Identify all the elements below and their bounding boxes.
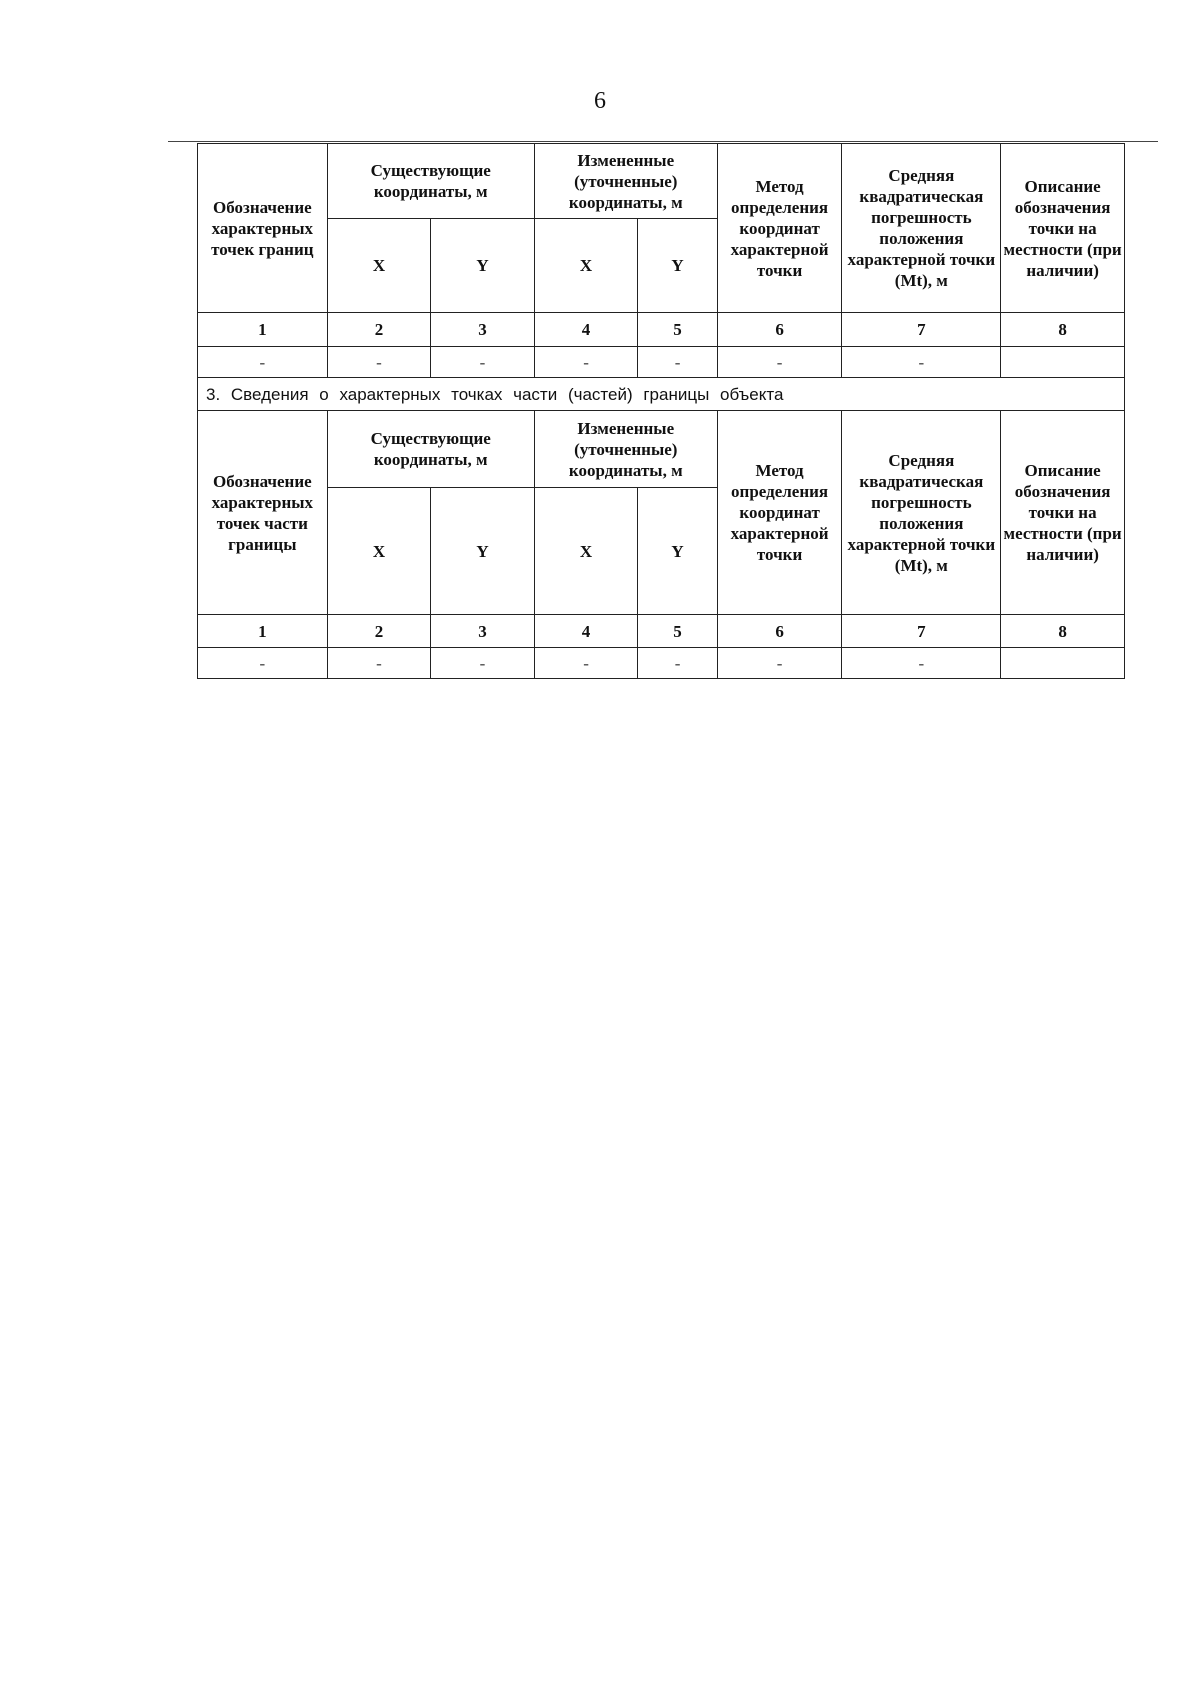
t2-column-numbers-row <box>198 615 1125 648</box>
table-cell: - <box>842 347 1001 378</box>
t2-colnum: 1 <box>198 615 328 648</box>
t1-colnum: 5 <box>638 313 717 347</box>
t1-data-row <box>198 347 1125 378</box>
table-cell <box>1001 347 1125 378</box>
t2-axis-x-existing: X <box>327 488 431 615</box>
t2-axis-y-existing: Y <box>431 488 535 615</box>
table-cell: - <box>327 347 431 378</box>
t1-changed-coords-header: Измененные (уточненные) координаты, м <box>534 144 717 219</box>
table-cell: - <box>198 347 328 378</box>
t1-colnum: 6 <box>717 313 842 347</box>
section-3-title: 3. Сведения о характерных точках части (частей) границы объекта <box>198 378 1125 411</box>
t2-description-header: Описание обозначения точки на местности (при наличии) <box>1001 411 1125 615</box>
table-cell: - <box>717 648 842 679</box>
t2-colnum: 4 <box>534 615 638 648</box>
t1-axis-x-existing: X <box>327 219 431 313</box>
t1-axis-y-changed: Y <box>638 219 717 313</box>
t2-colnum: 5 <box>638 615 717 648</box>
table-cell <box>1001 648 1125 679</box>
coordinates-table <box>197 143 1125 679</box>
t2-method-header: Метод определения координат характерной точки <box>717 411 842 615</box>
table-cell: - <box>327 648 431 679</box>
t2-data-row <box>198 648 1125 679</box>
t2-colnum: 8 <box>1001 615 1125 648</box>
t1-axis-x-changed: X <box>534 219 638 313</box>
t1-description-header: Описание обозначения точки на местности (при наличии) <box>1001 144 1125 313</box>
t2-colnum: 2 <box>327 615 431 648</box>
table-cell: - <box>842 648 1001 679</box>
t2-axis-y-changed: Y <box>638 488 717 615</box>
t1-existing-coords-header: Существующие координаты, м <box>327 144 534 219</box>
t1-column-numbers-row <box>198 313 1125 347</box>
top-rule <box>168 141 1158 142</box>
t2-colnum: 3 <box>431 615 535 648</box>
table-cell: - <box>431 347 535 378</box>
t2-colnum: 7 <box>842 615 1001 648</box>
table-cell: - <box>534 347 638 378</box>
table-cell: - <box>638 347 717 378</box>
table-cell: - <box>198 648 328 679</box>
table-cell: - <box>638 648 717 679</box>
t2-colnum: 6 <box>717 615 842 648</box>
t2-col-designation-header: Обозначение характерных точек части границы <box>198 411 328 615</box>
t1-colnum: 1 <box>198 313 328 347</box>
page-number: 6 <box>594 88 606 114</box>
table-cell: - <box>431 648 535 679</box>
t1-colnum: 4 <box>534 313 638 347</box>
t1-colnum: 7 <box>842 313 1001 347</box>
t1-col-designation-header: Обозначение характерных точек границ <box>198 144 328 313</box>
t2-existing-coords-header: Существующие координаты, м <box>327 411 534 488</box>
t1-rms-error-header: Средняя квадратическая погрешность положения характерной точки (Mt), м <box>842 144 1001 313</box>
t1-method-header: Метод определения координат характерной точки <box>717 144 842 313</box>
t2-rms-error-header: Средняя квадратическая погрешность положения характерной точки (Mt), м <box>842 411 1001 615</box>
table-cell: - <box>717 347 842 378</box>
t1-colnum: 8 <box>1001 313 1125 347</box>
t2-changed-coords-header: Измененные (уточненные) координаты, м <box>534 411 717 488</box>
table-cell: - <box>534 648 638 679</box>
t1-axis-y-existing: Y <box>431 219 535 313</box>
t2-axis-x-changed: X <box>534 488 638 615</box>
t1-colnum: 2 <box>327 313 431 347</box>
t1-colnum: 3 <box>431 313 535 347</box>
